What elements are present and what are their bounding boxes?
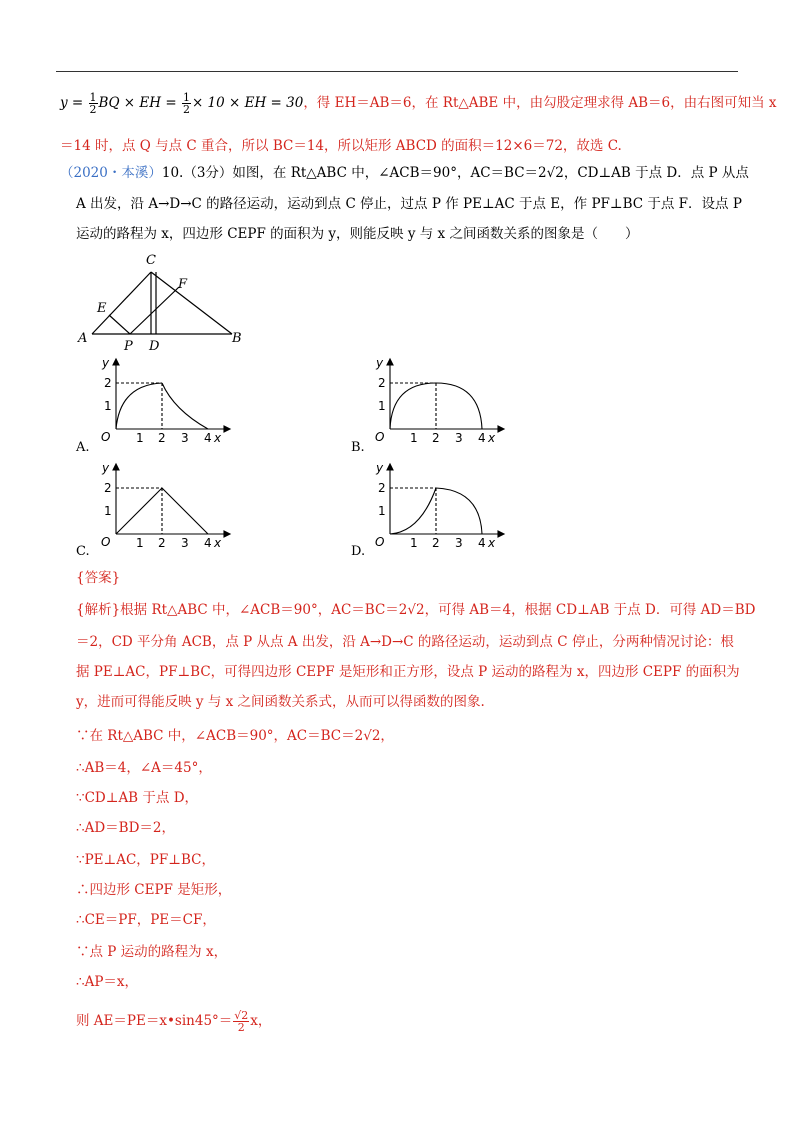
svg-text:1: 1 <box>104 504 112 518</box>
svg-text:2: 2 <box>378 481 386 495</box>
svg-text:3: 3 <box>181 431 189 445</box>
svg-text:2: 2 <box>378 376 386 390</box>
svg-text:3: 3 <box>455 536 463 550</box>
svg-text:4: 4 <box>478 536 486 550</box>
svg-text:O: O <box>375 430 385 444</box>
option-b-graph <box>370 355 510 445</box>
svg-text:y: y <box>376 461 384 475</box>
svg-text:3: 3 <box>455 431 463 445</box>
curve-a-2 <box>162 383 208 429</box>
svg-text:2: 2 <box>158 431 166 445</box>
step-6: ∴四边形 CEPF 是矩形， <box>76 882 232 898</box>
segment-pe <box>109 315 130 334</box>
svg-text:1: 1 <box>136 536 144 550</box>
option-a-label: A. <box>76 440 90 455</box>
step-8: ∵点 P 运动的路程为 x， <box>76 944 228 960</box>
solution-text-line2: ＝14 时，点 Q 与点 C 重合，所以 BC＝14，所以矩形 ABCD 的面积＝12×6＝72，故选 C. <box>60 138 622 154</box>
step-10: 则 AE＝PE＝x•sin45°＝ $\frac{√2}{2}$ x， <box>76 1009 272 1034</box>
triangle-figure <box>72 250 252 352</box>
svg-text:O: O <box>375 535 385 549</box>
answer-tag: {答案} <box>76 570 121 586</box>
curve-a-1 <box>116 383 162 429</box>
label-p: P <box>124 339 133 352</box>
solution-text-line1: ，得 EH＝AB＝6，在 Rt△ABE 中，由勾股定理求得 AB＝6，由右图可知当 x <box>303 95 777 111</box>
svg-text:2: 2 <box>432 431 440 445</box>
step-7: ∴CE＝PF，PE＝CF， <box>76 912 216 928</box>
svg-text:1: 1 <box>378 504 386 518</box>
analysis-line1: {解析}根据 Rt△ABC 中，∠ACB＝90°，AC＝BC＝2√2，可得 AB＝4，根据 CD⊥AB 于点 D．可得 AD＝BD <box>76 602 756 618</box>
svg-text:3: 3 <box>181 536 189 550</box>
svg-text:2: 2 <box>158 536 166 550</box>
step-4: ∴AD＝BD＝2， <box>76 820 175 836</box>
question-line3: 运动的路程为 x，四边形 CEPF 的面积为 y，则能反映 y 与 x 之间函数关系的图象是（ ） <box>76 226 639 242</box>
svg-text:4: 4 <box>478 431 486 445</box>
svg-text:y: y <box>102 356 110 370</box>
curve-d-2 <box>436 488 482 534</box>
label-b: B <box>232 331 242 346</box>
svg-text:y: y <box>102 461 110 475</box>
label-a: A <box>78 331 88 346</box>
svg-text:4: 4 <box>204 536 212 550</box>
svg-text:2: 2 <box>104 481 112 495</box>
option-a-graph <box>96 355 236 445</box>
svg-text:1: 1 <box>378 399 386 413</box>
step-3: ∵CD⊥AB 于点 D， <box>76 790 199 806</box>
step-5: ∵PE⊥AC，PF⊥BC， <box>76 852 215 868</box>
svg-text:4: 4 <box>204 431 212 445</box>
svg-text:x: x <box>214 536 222 550</box>
step-9: ∴AP＝x， <box>76 974 139 990</box>
header-rule <box>56 71 738 72</box>
label-e: E <box>97 301 107 316</box>
option-d-label: D. <box>351 544 366 559</box>
analysis-line4: y，进而可得能反映 y 与 x 之间函数关系式，从而可以得函数的图象. <box>76 694 485 710</box>
option-b-label: B. <box>351 440 365 455</box>
formula-line <box>60 92 777 115</box>
svg-text:O: O <box>101 535 111 549</box>
svg-text:1: 1 <box>136 431 144 445</box>
label-d: D <box>149 339 160 352</box>
curve-d-1 <box>390 488 436 534</box>
label-c: C <box>146 253 156 268</box>
option-d-graph <box>370 460 510 550</box>
fraction-half-2: $\frac{1}{2}$ <box>182 91 190 116</box>
svg-text:x: x <box>488 431 496 445</box>
formula-prefix: y = <box>60 95 88 111</box>
svg-text:1: 1 <box>104 399 112 413</box>
question-line2: A 出发，沿 A→D→C 的路径运动，运动到点 C 停止，过点 P 作 PE⊥AC 于点 E，作 PF⊥BC 于点 F．设点 P <box>76 196 742 212</box>
fraction-half: $\frac{1}{2}$ <box>89 91 97 116</box>
svg-text:x: x <box>214 431 222 445</box>
formula-mid2: × 10 × EH = 30 <box>191 95 304 111</box>
svg-text:1: 1 <box>410 536 418 550</box>
svg-text:y: y <box>376 356 384 370</box>
svg-text:1: 1 <box>410 431 418 445</box>
fraction-sqrt2-over-2: $\frac{√2}{2}$ <box>234 1009 249 1034</box>
svg-text:2: 2 <box>104 376 112 390</box>
question-line1: （2020・本溪）10.（3分）如图，在 Rt△ABC 中，∠ACB＝90°，AC＝BC＝2√2，CD⊥AB 于点 D．点 P 从点 <box>60 165 749 181</box>
svg-text:O: O <box>101 430 111 444</box>
label-f: F <box>178 277 188 292</box>
option-c-label: C. <box>76 544 90 559</box>
analysis-line3: 据 PE⊥AC，PF⊥BC，可得四边形 CEPF 是矩形和正方形，设点 P 运动的路程为 x，四边形 CEPF 的面积为 <box>76 664 740 680</box>
svg-text:2: 2 <box>432 536 440 550</box>
analysis-line2: ＝2，CD 平分角 ACB，点 P 从点 A 出发，沿 A→D→C 的路径运动，运动到点 C 停止，分两种情况讨论：根 <box>76 634 734 650</box>
step-2: ∴AB＝4，∠A＝45°， <box>76 760 212 776</box>
segment-pf <box>130 287 179 334</box>
svg-text:x: x <box>488 536 496 550</box>
step-1: ∵在 Rt△ABC 中，∠ACB＝90°，AC＝BC＝2√2， <box>76 728 394 744</box>
question-source: （2020・本溪） <box>60 165 162 181</box>
formula-mid1: BQ × EH = <box>98 95 181 111</box>
option-c-graph <box>96 460 236 550</box>
